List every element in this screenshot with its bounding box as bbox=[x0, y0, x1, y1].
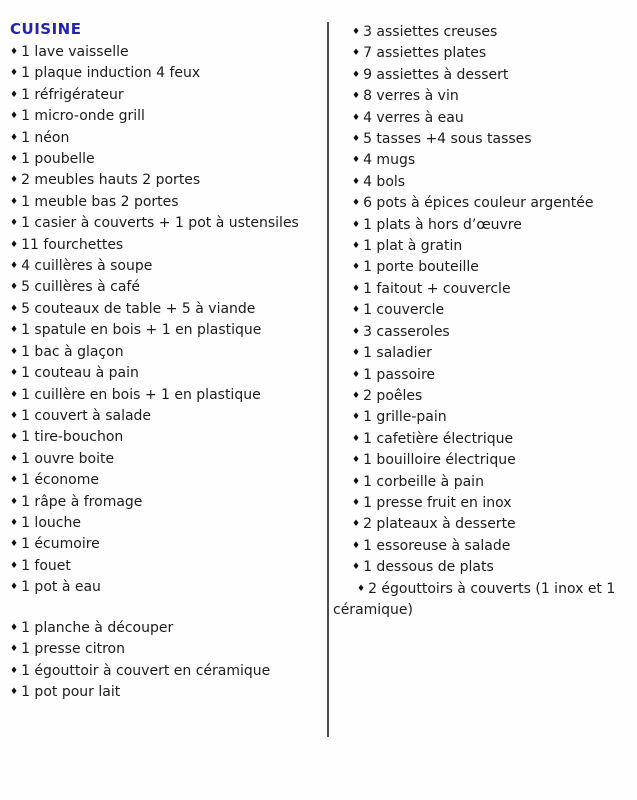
bullet-diamond-icon: ♦ bbox=[10, 560, 19, 571]
list-item bbox=[333, 109, 629, 130]
list-item bbox=[10, 619, 320, 640]
bullet-diamond-icon: ♦ bbox=[352, 155, 361, 166]
item-text: 1 plat à gratin bbox=[363, 238, 463, 255]
list-item bbox=[333, 537, 629, 558]
list-item bbox=[333, 344, 629, 365]
list-item bbox=[333, 473, 629, 494]
item-text: 5 tasses +4 sous tasses bbox=[363, 131, 532, 148]
bullet-diamond-icon: ♦ bbox=[10, 496, 19, 507]
list-item bbox=[10, 278, 320, 299]
list-item bbox=[333, 66, 629, 87]
item-text: 1 réfrigérateur bbox=[21, 86, 124, 103]
bullet-diamond-icon: ♦ bbox=[10, 239, 19, 250]
bullet-diamond-icon: ♦ bbox=[352, 476, 361, 487]
list-item bbox=[10, 407, 320, 428]
item-text: 1 fouet bbox=[21, 557, 71, 574]
list-item bbox=[10, 64, 320, 85]
bullet-diamond-icon: ♦ bbox=[10, 410, 19, 421]
list-item bbox=[333, 580, 629, 621]
list-item bbox=[333, 258, 629, 279]
item-text: 1 néon bbox=[21, 129, 70, 146]
list-item bbox=[10, 514, 320, 535]
column-divider bbox=[327, 22, 329, 737]
list-item bbox=[10, 193, 320, 214]
bullet-diamond-icon: ♦ bbox=[352, 241, 361, 252]
bullet-diamond-icon: ♦ bbox=[352, 283, 361, 294]
bullet-diamond-icon: ♦ bbox=[352, 519, 361, 530]
bullet-diamond-icon: ♦ bbox=[10, 196, 19, 207]
item-text: 1 lave vaisselle bbox=[21, 44, 129, 60]
bullet-diamond-icon: ♦ bbox=[352, 176, 361, 187]
bullet-diamond-icon: ♦ bbox=[10, 346, 19, 357]
item-text: 1 bouilloire électrique bbox=[363, 452, 516, 469]
item-text: 4 cuillères à soupe bbox=[21, 258, 153, 275]
item-text: 3 casseroles bbox=[363, 323, 450, 340]
item-text: 1 cafetière électrique bbox=[363, 430, 514, 447]
bullet-diamond-icon: ♦ bbox=[10, 282, 19, 293]
item-text: 5 cuillères à café bbox=[21, 279, 140, 296]
item-text: 6 pots à épices couleur argentée bbox=[363, 195, 594, 212]
list-item bbox=[333, 151, 629, 172]
list-item bbox=[333, 87, 629, 108]
list-item bbox=[10, 321, 320, 342]
item-text: 1 essoreuse à salade bbox=[363, 537, 511, 554]
bullet-diamond-icon: ♦ bbox=[10, 303, 19, 314]
list-item bbox=[10, 428, 320, 449]
bullet-diamond-icon: ♦ bbox=[10, 539, 19, 550]
bullet-diamond-icon: ♦ bbox=[352, 69, 361, 80]
list-item bbox=[333, 430, 629, 451]
list-item bbox=[10, 86, 320, 107]
list-item bbox=[333, 44, 629, 65]
item-text: 1 dessous de plats bbox=[363, 559, 494, 576]
bullet-diamond-icon: ♦ bbox=[10, 261, 19, 272]
item-text: 2 meubles hauts 2 portes bbox=[21, 172, 201, 189]
bullet-diamond-icon: ♦ bbox=[10, 47, 19, 57]
list-item bbox=[333, 494, 629, 515]
list-item bbox=[10, 257, 320, 278]
item-text: 1 couteau à pain bbox=[21, 365, 139, 382]
bullet-diamond-icon: ♦ bbox=[352, 134, 361, 145]
list-item bbox=[10, 471, 320, 492]
bullet-diamond-icon: ♦ bbox=[352, 562, 361, 573]
list-item bbox=[333, 451, 629, 472]
bullet-diamond-icon: ♦ bbox=[10, 89, 19, 100]
bullet-diamond-icon: ♦ bbox=[352, 412, 361, 423]
item-text: 4 verres à eau bbox=[363, 109, 464, 126]
page-title: CUISINE bbox=[10, 20, 82, 38]
list-item bbox=[10, 557, 320, 578]
item-text: 3 assiettes creuses bbox=[363, 24, 498, 40]
item-text: 1 louche bbox=[21, 514, 81, 531]
bullet-diamond-icon: ♦ bbox=[10, 665, 19, 676]
bullet-diamond-icon: ♦ bbox=[10, 644, 19, 655]
item-text: 1 porte bouteille bbox=[363, 259, 479, 276]
item-text: 1 spatule en bois + 1 en plastique bbox=[21, 322, 262, 339]
list-item bbox=[333, 408, 629, 429]
item-text: 1 pot à eau bbox=[21, 579, 101, 596]
item-text: 1 casier à couverts + 1 pot à ustensiles bbox=[21, 215, 299, 232]
bullet-diamond-icon: ♦ bbox=[10, 111, 19, 122]
list-item bbox=[10, 236, 320, 257]
bullet-diamond-icon: ♦ bbox=[352, 219, 361, 230]
item-text: 1 couvert à salade bbox=[21, 407, 152, 424]
item-text: 1 presse fruit en inox bbox=[363, 494, 512, 511]
bullet-diamond-icon: ♦ bbox=[352, 27, 361, 37]
bullet-diamond-icon: ♦ bbox=[10, 154, 19, 165]
bullet-diamond-icon: ♦ bbox=[352, 497, 361, 508]
bullet-diamond-icon: ♦ bbox=[10, 622, 19, 633]
list-item bbox=[333, 558, 629, 579]
item-text: 1 cuillère en bois + 1 en plastique bbox=[21, 386, 261, 403]
item-text: 4 bols bbox=[363, 173, 406, 190]
list-item bbox=[10, 343, 320, 364]
bullet-diamond-icon: ♦ bbox=[10, 453, 19, 464]
list-item bbox=[10, 214, 320, 235]
bullet-diamond-icon: ♦ bbox=[352, 48, 361, 59]
list-item bbox=[333, 130, 629, 151]
list-item bbox=[333, 515, 629, 536]
list-item bbox=[333, 23, 629, 44]
list-item bbox=[10, 535, 320, 556]
bullet-diamond-icon: ♦ bbox=[357, 583, 366, 594]
bullet-diamond-icon: ♦ bbox=[352, 433, 361, 444]
bullet-diamond-icon: ♦ bbox=[10, 68, 19, 79]
item-text: 1 bac à glaçon bbox=[21, 343, 124, 360]
bullet-diamond-icon: ♦ bbox=[10, 582, 19, 593]
list-item bbox=[10, 662, 320, 683]
item-text: 1 saladier bbox=[363, 345, 432, 362]
item-text: 1 meuble bas 2 portes bbox=[21, 193, 179, 210]
bullet-diamond-icon: ♦ bbox=[352, 305, 361, 316]
item-text: 2 poêles bbox=[363, 387, 423, 404]
list-item bbox=[10, 129, 320, 150]
bullet-diamond-icon: ♦ bbox=[352, 91, 361, 102]
list-item bbox=[10, 43, 320, 64]
bullet-diamond-icon: ♦ bbox=[10, 368, 19, 379]
list-item bbox=[333, 194, 629, 215]
bullet-diamond-icon: ♦ bbox=[10, 517, 19, 528]
bullet-diamond-icon: ♦ bbox=[10, 389, 19, 400]
item-text: 2 égouttoirs à couverts (1 inox et 1 céramique) bbox=[333, 580, 616, 618]
item-text: 1 couvercle bbox=[363, 302, 445, 319]
left-list-group-1 bbox=[10, 43, 320, 600]
item-text: 1 plaque induction 4 feux bbox=[21, 65, 201, 82]
bullet-diamond-icon: ♦ bbox=[10, 432, 19, 443]
bullet-diamond-icon: ♦ bbox=[10, 175, 19, 186]
bullet-diamond-icon: ♦ bbox=[352, 455, 361, 466]
list-item bbox=[10, 450, 320, 471]
item-text: 1 plats à hors d’œuvre bbox=[363, 216, 522, 233]
bullet-diamond-icon: ♦ bbox=[352, 112, 361, 123]
item-text: 5 couteaux de table + 5 à viande bbox=[21, 300, 256, 317]
item-text: 1 râpe à fromage bbox=[21, 493, 143, 510]
list-item bbox=[333, 280, 629, 301]
bullet-diamond-icon: ♦ bbox=[352, 390, 361, 401]
item-text: 9 assiettes à dessert bbox=[363, 66, 509, 83]
bullet-diamond-icon: ♦ bbox=[352, 262, 361, 273]
item-text: 11 fourchettes bbox=[21, 236, 124, 253]
list-item bbox=[333, 173, 629, 194]
list-item bbox=[333, 387, 629, 408]
list-item bbox=[10, 150, 320, 171]
item-text: 1 micro-onde grill bbox=[21, 108, 145, 125]
bullet-diamond-icon: ♦ bbox=[352, 540, 361, 551]
item-text: 8 verres à vin bbox=[363, 88, 459, 105]
item-text: 1 planche à découper bbox=[21, 619, 174, 636]
list-item bbox=[10, 300, 320, 321]
item-text: 1 poubelle bbox=[21, 151, 95, 168]
list-item bbox=[10, 578, 320, 599]
bullet-diamond-icon: ♦ bbox=[10, 475, 19, 486]
item-text: 7 assiettes plates bbox=[363, 45, 487, 62]
item-text: 1 grille-pain bbox=[363, 409, 447, 426]
bullet-diamond-icon: ♦ bbox=[10, 325, 19, 336]
bullet-diamond-icon: ♦ bbox=[352, 348, 361, 359]
item-text: 1 économe bbox=[21, 472, 100, 489]
item-text: 1 écumoire bbox=[21, 536, 100, 553]
item-text: 1 tire-bouchon bbox=[21, 429, 124, 446]
bullet-diamond-icon: ♦ bbox=[352, 326, 361, 337]
bullet-diamond-icon: ♦ bbox=[10, 687, 19, 698]
item-text: 1 ouvre boite bbox=[21, 450, 115, 467]
bullet-diamond-icon: ♦ bbox=[352, 369, 361, 380]
bullet-diamond-icon: ♦ bbox=[10, 218, 19, 229]
list-item bbox=[333, 216, 629, 237]
list-item bbox=[333, 301, 629, 322]
list-item bbox=[333, 323, 629, 344]
item-text: 1 passoire bbox=[363, 366, 436, 383]
list-item bbox=[10, 107, 320, 128]
list-item bbox=[10, 171, 320, 192]
list-item bbox=[10, 386, 320, 407]
item-text: 4 mugs bbox=[363, 152, 416, 169]
left-column bbox=[10, 43, 320, 705]
item-text: 1 pot pour lait bbox=[21, 684, 121, 701]
list-item bbox=[333, 366, 629, 387]
list-item bbox=[333, 237, 629, 258]
item-text: 2 plateaux à desserte bbox=[363, 516, 516, 533]
bullet-diamond-icon: ♦ bbox=[352, 198, 361, 209]
list-item bbox=[10, 683, 320, 704]
list-item bbox=[10, 364, 320, 385]
right-column bbox=[333, 23, 629, 620]
list-item bbox=[10, 640, 320, 661]
bullet-diamond-icon: ♦ bbox=[10, 132, 19, 143]
list-item bbox=[10, 493, 320, 514]
item-text: 1 corbeille à pain bbox=[363, 473, 484, 490]
item-text: 1 presse citron bbox=[21, 641, 125, 658]
item-text: 1 égouttoir à couvert en céramique bbox=[21, 662, 271, 679]
item-text: 1 faitout + couvercle bbox=[363, 280, 511, 297]
left-list-group-2 bbox=[10, 619, 320, 705]
